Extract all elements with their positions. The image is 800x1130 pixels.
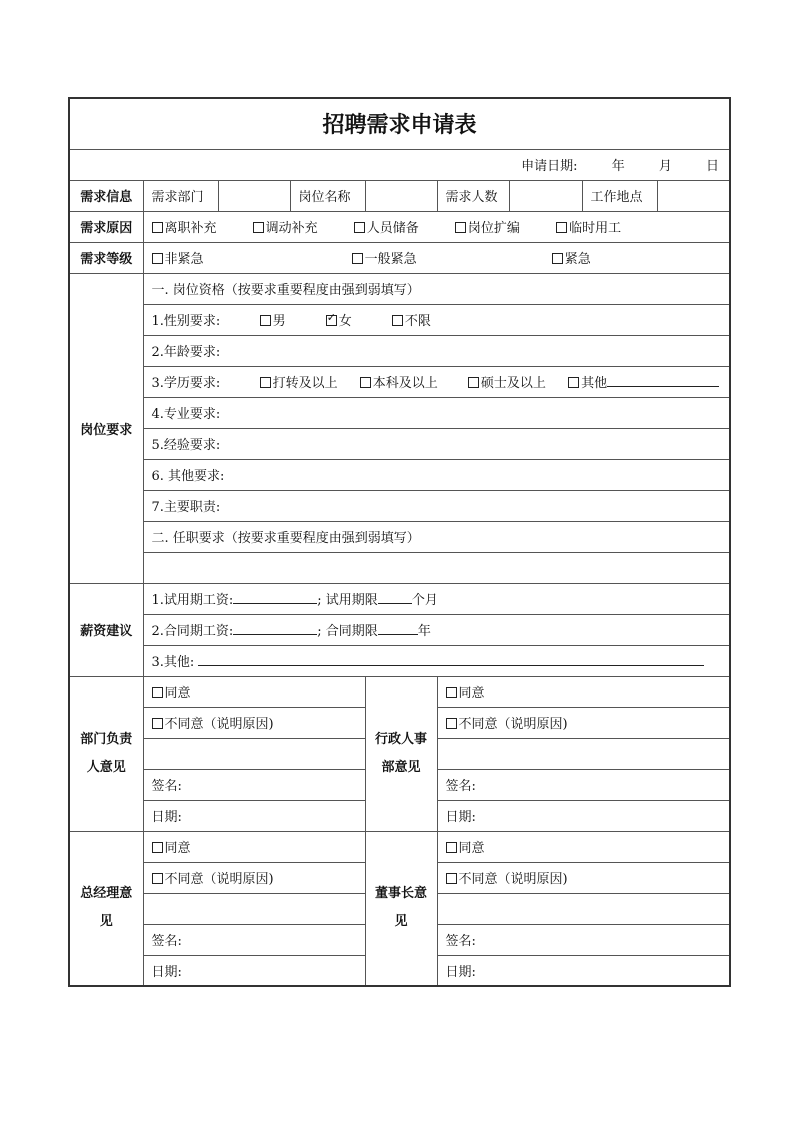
salary-other-blank[interactable]: [198, 653, 704, 666]
position-label: 岗位名称: [290, 180, 365, 211]
edu-option[interactable]: 打转及以上: [260, 372, 356, 391]
apply-date-year: 年: [611, 159, 625, 174]
checkbox[interactable]: [253, 222, 264, 233]
gm-opinion-label: 总经理意见: [69, 831, 143, 986]
requirements-label: 岗位要求: [69, 273, 143, 583]
hr-disagree[interactable]: 不同意（说明原因): [437, 707, 730, 738]
gender-option[interactable]: ✓ 女: [326, 310, 388, 329]
checkbox[interactable]: [352, 253, 363, 264]
gender-option[interactable]: 不限: [392, 310, 431, 329]
probation-salary-label: 1.试用期工资:: [151, 593, 234, 608]
count-field[interactable]: [509, 180, 582, 211]
checkbox[interactable]: [446, 873, 457, 884]
experience-row[interactable]: 5.经验要求:: [143, 428, 730, 459]
checkbox[interactable]: [568, 377, 579, 388]
checkbox[interactable]: [152, 873, 163, 884]
probation-row: [143, 583, 730, 614]
education-row: [143, 366, 730, 397]
location-label: 工作地点: [582, 180, 657, 211]
other-requirements-row[interactable]: 6. 其他要求:: [143, 459, 730, 490]
reason-option[interactable]: 离职补充: [152, 217, 249, 236]
count-label: 需求人数: [437, 180, 509, 211]
location-field[interactable]: [657, 180, 730, 211]
dept-head-date[interactable]: 日期:: [143, 800, 365, 831]
checkbox[interactable]: [152, 842, 163, 853]
gender-option[interactable]: 男: [260, 310, 322, 329]
apply-date-row: [69, 149, 730, 180]
duty-field[interactable]: [143, 552, 730, 583]
gm-date[interactable]: 日期:: [143, 955, 365, 986]
gm-sign[interactable]: 签名:: [143, 924, 365, 955]
hr-agree[interactable]: 同意: [437, 676, 730, 707]
demand-reason-label: 需求原因: [69, 211, 143, 242]
hr-date[interactable]: 日期:: [437, 800, 730, 831]
edu-option[interactable]: 本科及以上: [360, 372, 464, 391]
chairman-disagree[interactable]: 不同意（说明原因): [437, 862, 730, 893]
chairman-date[interactable]: 日期:: [437, 955, 730, 986]
reason-option[interactable]: 岗位扩编: [455, 217, 552, 236]
reason-option[interactable]: 调动补充: [253, 217, 350, 236]
probation-period-blank[interactable]: [378, 591, 412, 604]
checkbox[interactable]: [152, 718, 163, 729]
checkbox[interactable]: [455, 222, 466, 233]
dept-head-opinion-label: 部门负责人意见: [69, 676, 143, 831]
salary-label: 薪资建议: [69, 583, 143, 676]
form-title: 招聘需求申请表: [69, 98, 730, 149]
chairman-opinion-label: 董事长意见: [365, 831, 437, 986]
dept-head-sign[interactable]: 签名:: [143, 769, 365, 800]
checkbox[interactable]: [392, 315, 403, 326]
demand-level-label: 需求等级: [69, 242, 143, 273]
salary-other-label: 3.其他:: [151, 655, 195, 670]
contract-row: [143, 614, 730, 645]
checkbox[interactable]: [446, 718, 457, 729]
checkbox[interactable]: [468, 377, 479, 388]
dept-head-agree[interactable]: 同意: [143, 676, 365, 707]
gender-label: 1.性别要求:: [151, 314, 221, 329]
salary-other-row: [143, 645, 730, 676]
edu-option[interactable]: 硕士及以上: [468, 372, 564, 391]
checkbox[interactable]: [552, 253, 563, 264]
contract-unit: 年: [417, 624, 431, 639]
checkbox[interactable]: [260, 377, 271, 388]
position-field[interactable]: [365, 180, 437, 211]
chairman-agree[interactable]: 同意: [437, 831, 730, 862]
checkbox[interactable]: [152, 687, 163, 698]
checkbox-checked[interactable]: [326, 315, 337, 326]
checkbox[interactable]: [556, 222, 567, 233]
apply-date-month: 月: [658, 159, 672, 174]
checkbox[interactable]: [446, 842, 457, 853]
duties-row[interactable]: 7.主要职责:: [143, 490, 730, 521]
dept-head-disagree[interactable]: 不同意（说明原因): [143, 707, 365, 738]
hr-reason-field[interactable]: [437, 738, 730, 769]
level-option[interactable]: 一般紧急: [352, 248, 548, 267]
checkbox[interactable]: [152, 253, 163, 264]
probation-salary-blank[interactable]: [233, 591, 317, 604]
checkbox[interactable]: [360, 377, 371, 388]
dept-label: 需求部门: [143, 180, 218, 211]
contract-salary-label: 2.合同期工资:: [151, 624, 234, 639]
checkbox[interactable]: [354, 222, 365, 233]
checkbox[interactable]: [152, 222, 163, 233]
edu-other-blank[interactable]: [607, 374, 719, 387]
chairman-reason-field[interactable]: [437, 893, 730, 924]
hr-sign[interactable]: 签名:: [437, 769, 730, 800]
apply-date-label: 申请日期:: [521, 159, 578, 174]
demand-info-label: 需求信息: [69, 180, 143, 211]
contract-salary-blank[interactable]: [233, 622, 317, 635]
chairman-sign[interactable]: 签名:: [437, 924, 730, 955]
gender-row: [143, 304, 730, 335]
hr-opinion-label: 行政人事部意见: [365, 676, 437, 831]
demand-reason-options: [143, 211, 730, 242]
age-row[interactable]: 2.年龄要求:: [143, 335, 730, 366]
reason-option[interactable]: 人员储备: [354, 217, 451, 236]
probation-unit: 个月: [411, 593, 438, 608]
level-option[interactable]: 非紧急: [152, 248, 348, 267]
apply-date-day: 日: [706, 159, 720, 174]
gm-disagree[interactable]: 不同意（说明原因): [143, 862, 365, 893]
qualification-heading: 一. 岗位资格（按要求重要程度由强到弱填写）: [143, 273, 730, 304]
demand-level-options: [143, 242, 730, 273]
contract-period-label: ; 合同期限: [317, 624, 378, 639]
major-row[interactable]: 4.专业要求:: [143, 397, 730, 428]
duty-heading: 二. 任职要求（按要求重要程度由强到弱填写）: [143, 521, 730, 552]
edu-label: 3.学历要求:: [151, 376, 221, 391]
recruitment-form: [68, 97, 731, 987]
dept-head-reason-field[interactable]: [143, 738, 365, 769]
dept-field[interactable]: [218, 180, 290, 211]
level-option[interactable]: 紧急: [552, 248, 591, 267]
contract-period-blank[interactable]: [378, 622, 418, 635]
gm-reason-field[interactable]: [143, 893, 365, 924]
reason-option[interactable]: 临时用工: [556, 217, 621, 236]
checkbox[interactable]: [446, 687, 457, 698]
gm-agree[interactable]: 同意: [143, 831, 365, 862]
edu-option[interactable]: 其他: [568, 372, 719, 391]
probation-period-label: ; 试用期限: [317, 593, 378, 608]
checkbox[interactable]: [260, 315, 271, 326]
